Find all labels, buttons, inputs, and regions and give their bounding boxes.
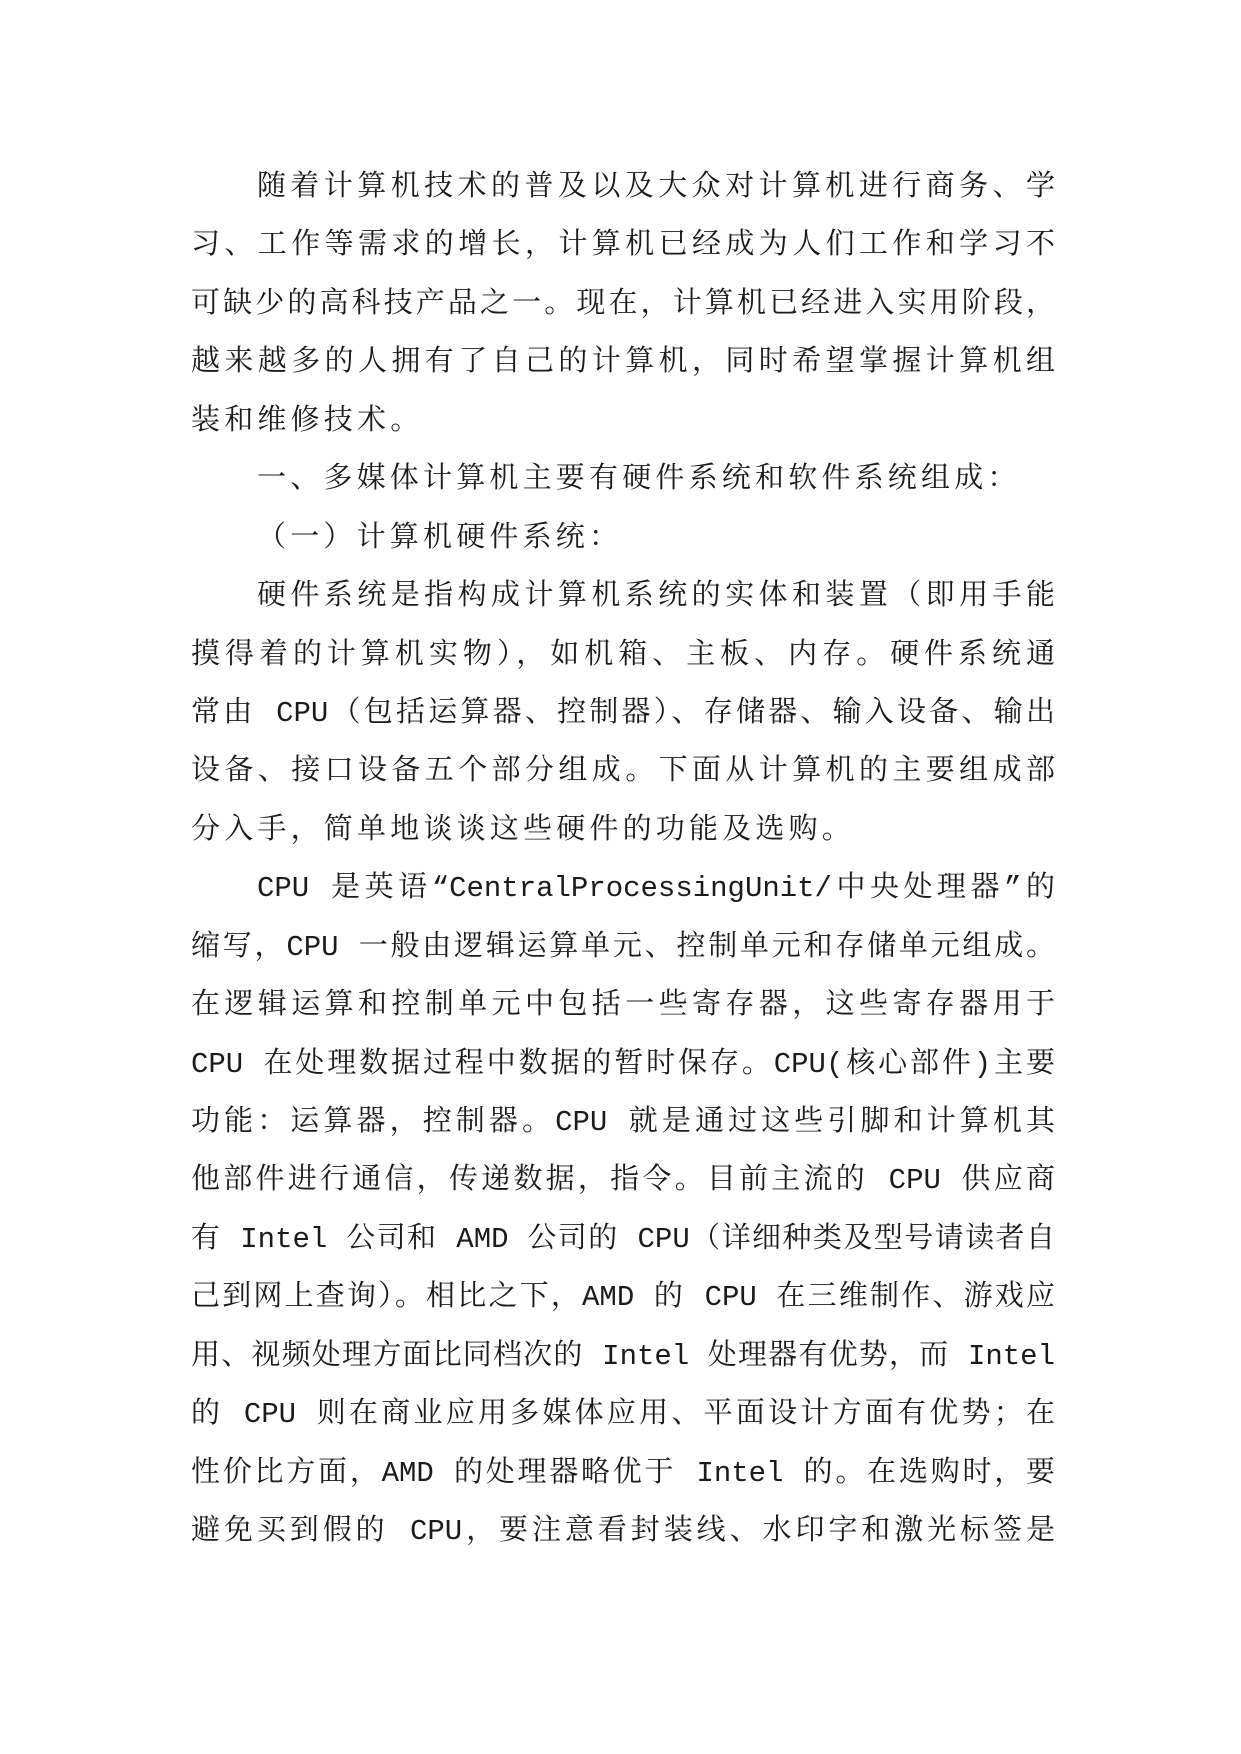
- text-line: 有 Intel 公司和 AMD 公司的 CPU（详细种类及型号请读者自: [191, 1222, 1055, 1256]
- text-line: 避免买到假的 CPU，要注意看封装线、水印字和激光标签是: [191, 1515, 1055, 1549]
- text-line: 用、视频处理方面比同档次的 Intel 处理器有优势，而 Intel: [191, 1339, 1055, 1373]
- text-line: 习、工作等需求的增长，计算机已经成为人们工作和学习不: [191, 229, 1055, 263]
- text-line: 越来越多的人拥有了自己的计算机，同时希望掌握计算机组: [191, 346, 1055, 380]
- section-heading: [191, 451, 1055, 509]
- text-line: 可缺少的高科技产品之一。现在，计算机已经进入实用阶段，: [191, 287, 1055, 321]
- subsection-heading: [191, 510, 1055, 568]
- text-line: 在逻辑运算和控制单元中包括一些寄存器，这些寄存器用于: [191, 989, 1055, 1023]
- text-line: 己到网上查询）。相比之下，AMD 的 CPU 在三维制作、游戏应: [191, 1281, 1055, 1315]
- body-text: [191, 159, 1055, 1562]
- text-line: 他部件进行通信，传递数据，指令。目前主流的 CPU 供应商: [191, 1164, 1055, 1198]
- text-line: 摸得着的计算机实物），如机箱、主板、内存。硬件系统通: [191, 638, 1055, 672]
- text-line: 设备、接口设备五个部分组成。下面从计算机的主要组成部: [191, 755, 1055, 789]
- text-line: 装和维修技术。: [191, 404, 424, 438]
- paragraph-cpu: [191, 860, 1055, 1561]
- text-line: 分入手，简单地谈谈这些硬件的功能及选购。: [191, 813, 856, 847]
- text-line: 功能：运算器，控制器。CPU 就是通过这些引脚和计算机其: [191, 1106, 1055, 1139]
- paragraph-intro: [191, 159, 1055, 451]
- text-line: 缩写，CPU 一般由逻辑运算单元、控制单元和存储单元组成。: [191, 930, 1055, 964]
- text-line: 随着计算机技术的普及以及大众对计算机进行商务、学: [257, 171, 1055, 204]
- text-line: 常由 CPU（包括运算器、控制器）、存储器、输入设备、输出: [191, 696, 1055, 730]
- text-line: CPU 是英语“CentralProcessingUnit/中央处理器”的: [257, 872, 1055, 906]
- text-line: 性价比方面，AMD 的处理器略优于 Intel 的。在选购时，要: [191, 1456, 1055, 1490]
- text-line: 一、多媒体计算机主要有硬件系统和软件系统组成：: [257, 463, 1021, 497]
- text-line: （一）计算机硬件系统：: [257, 521, 623, 555]
- text-line: 硬件系统是指构成计算机系统的实体和装置（即用手能: [257, 580, 1055, 614]
- text-line: CPU 在处理数据过程中数据的暂时保存。CPU(核心部件)主要: [191, 1047, 1055, 1081]
- paragraph-hardware: [191, 568, 1055, 860]
- text-line: 的 CPU 则在商业应用多媒体应用、平面设计方面有优势；在: [191, 1398, 1055, 1432]
